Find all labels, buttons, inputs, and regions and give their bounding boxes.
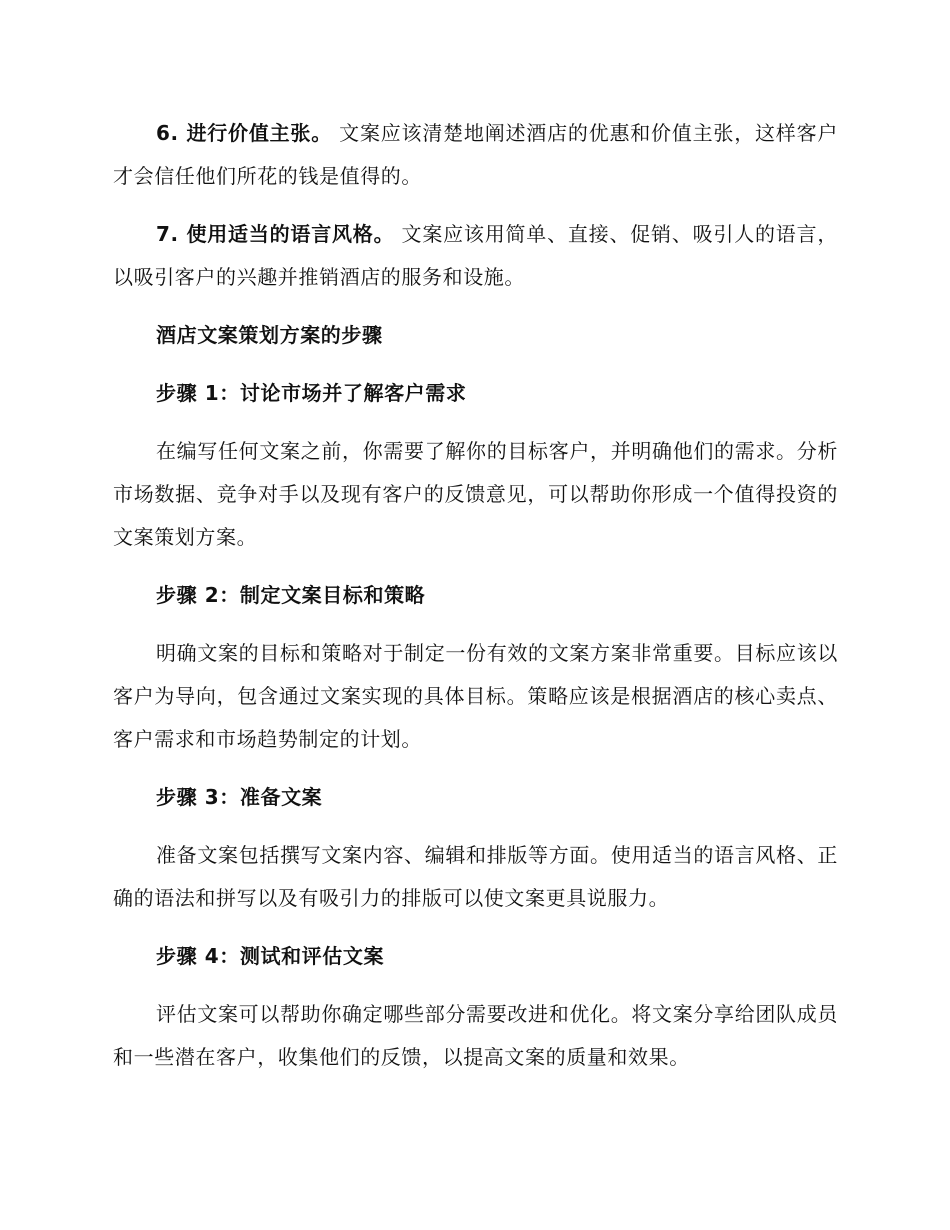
step-3-body: 准备文案包括撰写文案内容、编辑和排版等方面。使用适当的语言风格、正确的语法和拼写以及有吸引力的排版可以使文案更具说服力。 — [113, 843, 838, 910]
item-6-paragraph — [113, 112, 838, 198]
item-7-text: 文案应该用简单、直接、促销、吸引人的语言，以吸引客户的兴趣并推销酒店的服务和设施。 — [113, 222, 838, 289]
section-title: 酒店文案策划方案的步骤 — [156, 323, 383, 347]
step-2-title: 步骤 2：制定文案目标和策略 — [156, 583, 426, 607]
step-4-body: 评估文案可以帮助你确定哪些部分需要改进和优化。将文案分享给团队成员和一些潜在客户，收集他们的反馈，以提高文案的质量和效果。 — [113, 1002, 838, 1069]
document-page — [113, 112, 838, 1079]
step-1-title: 步骤 1：讨论市场并了解客户需求 — [156, 381, 467, 405]
step-2-body: 明确文案的目标和策略对于制定一份有效的文案方案非常重要。目标应该以客户为导向，包含通过文案实现的具体目标。策略应该是根据酒店的核心卖点、客户需求和市场趋势制定的计划。 — [113, 641, 838, 751]
step-3-title: 步骤 3：准备文案 — [156, 785, 323, 809]
item-6-lead: 6. 进行价值主张。 — [156, 121, 333, 145]
step-4-title: 步骤 4：测试和评估文案 — [156, 944, 385, 968]
item-7-lead: 7. 使用适当的语言风格。 — [156, 222, 395, 246]
item-7-paragraph — [113, 213, 838, 299]
step-1-body: 在编写任何文案之前，你需要了解你的目标客户，并明确他们的需求。分析市场数据、竞争对手以及现有客户的反馈意见，可以帮助你形成一个值得投资的文案策划方案。 — [113, 439, 838, 549]
item-6-text: 文案应该清楚地阐述酒店的优惠和价值主张，这样客户才会信任他们所花的钱是值得的。 — [113, 121, 838, 188]
